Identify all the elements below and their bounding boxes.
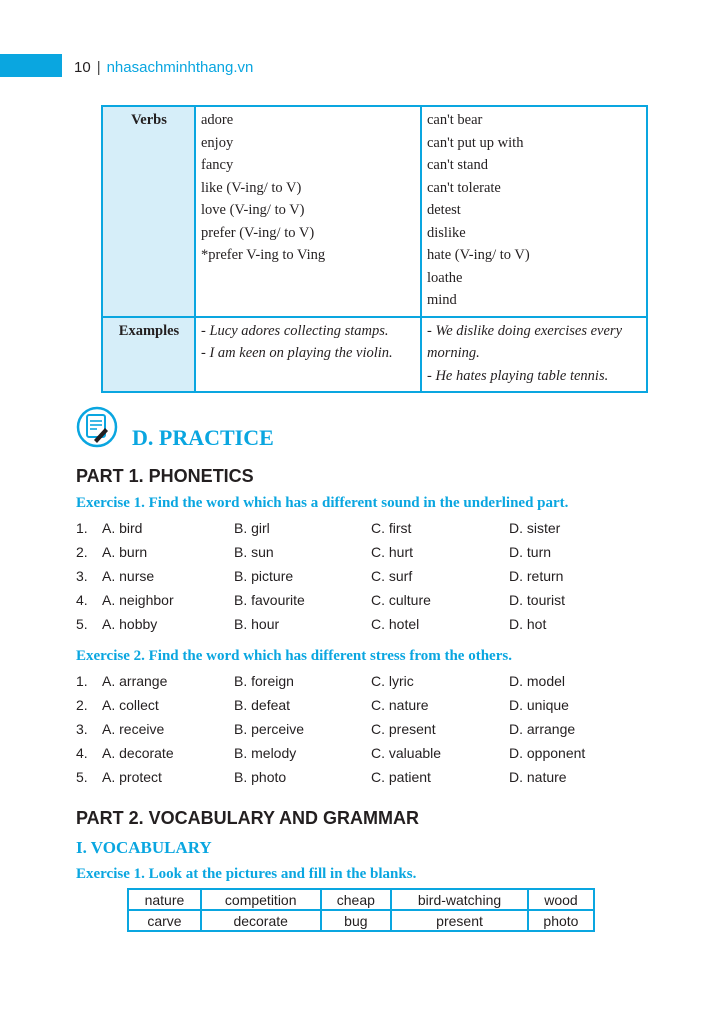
question-row [76, 745, 676, 769]
question-row [76, 673, 676, 697]
question-number: 3. [76, 721, 88, 737]
verbs-dislike-column [421, 106, 647, 317]
option-b[interactable]: B. sun [234, 544, 274, 560]
verb-item: can't tolerate [427, 179, 501, 196]
header-accent-bar [0, 54, 62, 77]
page-number: 10 [74, 59, 91, 76]
question-row [76, 520, 676, 544]
exercise1-list [76, 520, 676, 640]
word-cell: decorate [201, 910, 321, 931]
example-sentence: - Lucy adores collecting stamps. [201, 322, 389, 339]
verbs-row [102, 106, 647, 317]
header-separator: | [96, 59, 101, 76]
verb-item: enjoy [201, 134, 234, 151]
verb-item: can't put up with [427, 134, 524, 151]
word-cell: carve [128, 910, 201, 931]
word-box-row [128, 889, 594, 910]
grammar-table [101, 105, 648, 393]
option-c[interactable]: C. lyric [371, 673, 414, 689]
question-row [76, 721, 676, 745]
example-sentence: - We dislike doing exercises every morning. [427, 322, 622, 361]
vocab-exercise1-title: Exercise 1. Look at the pictures and fill in the blanks. [76, 866, 417, 882]
word-box-row [128, 910, 594, 931]
option-d[interactable]: D. nature [509, 769, 567, 785]
exercise1-title: Exercise 1. Find the word which has a different sound in the underlined part. [76, 495, 569, 511]
question-row [76, 544, 676, 568]
option-d[interactable]: D. unique [509, 697, 569, 713]
part1-heading: PART 1. PHONETICS [76, 466, 254, 486]
verb-item: like (V-ing/ to V) [201, 179, 302, 196]
option-a[interactable]: A. burn [102, 544, 148, 560]
option-c[interactable]: C. present [371, 721, 436, 737]
verb-item: mind [427, 292, 457, 308]
page-header [74, 59, 253, 76]
verb-item: prefer (V-ing/ to V) [201, 224, 315, 241]
question-number: 5. [76, 616, 88, 632]
question-number: 5. [76, 769, 88, 785]
option-a[interactable]: A. protect [102, 769, 162, 785]
option-c[interactable]: C. hurt [371, 544, 414, 560]
option-c[interactable]: C. surf [371, 568, 413, 584]
verb-item: *prefer V-ing to Ving [201, 247, 326, 263]
exercise2-title: Exercise 2. Find the word which has different stress from the others. [76, 648, 512, 664]
examples-dislike-column [421, 317, 647, 393]
question-number: 2. [76, 697, 88, 713]
option-a[interactable]: A. bird [102, 520, 143, 536]
word-cell: photo [528, 910, 594, 931]
option-b[interactable]: B. defeat [234, 697, 291, 713]
option-d[interactable]: D. turn [509, 544, 552, 560]
verb-item: fancy [201, 157, 234, 173]
option-a[interactable]: A. neighbor [102, 592, 174, 608]
option-b[interactable]: B. favourite [234, 592, 305, 608]
site-link[interactable]: nhasachminhthang.vn [106, 59, 254, 76]
word-cell: nature [128, 889, 201, 910]
option-c[interactable]: C. first [371, 520, 412, 536]
option-a[interactable]: A. hobby [102, 616, 158, 632]
option-a[interactable]: A. collect [102, 697, 159, 713]
question-row [76, 568, 676, 592]
word-cell: bug [321, 910, 392, 931]
question-number: 4. [76, 592, 88, 608]
word-cell: wood [528, 889, 594, 910]
option-b[interactable]: B. melody [234, 745, 297, 761]
question-row [76, 616, 676, 640]
verb-item: loathe [427, 269, 463, 286]
exercise2-list [76, 673, 676, 793]
verb-item: adore [201, 112, 234, 128]
question-row [76, 592, 676, 616]
word-box [127, 888, 595, 932]
vocabulary-heading: I. VOCABULARY [76, 838, 212, 857]
verbs-label: Verbs [102, 106, 195, 317]
option-b[interactable]: B. girl [234, 520, 270, 536]
option-b[interactable]: B. perceive [234, 721, 305, 737]
verb-item: dislike [427, 224, 466, 241]
option-c[interactable]: C. patient [371, 769, 431, 785]
verb-item: detest [427, 202, 461, 218]
verb-item: hate (V-ing/ to V) [427, 247, 530, 263]
examples-like-column [195, 317, 421, 393]
option-b[interactable]: B. picture [234, 568, 294, 584]
practice-heading: D. PRACTICE [132, 425, 274, 450]
option-a[interactable]: A. nurse [102, 568, 155, 584]
practice-notepad-icon [76, 406, 118, 448]
option-d[interactable]: D. sister [509, 520, 561, 536]
example-sentence: - He hates playing table tennis. [427, 367, 609, 384]
option-d[interactable]: D. tourist [509, 592, 566, 608]
option-c[interactable]: C. nature [371, 697, 429, 713]
option-b[interactable]: B. foreign [234, 673, 294, 689]
question-row [76, 769, 676, 793]
verbs-like-column [195, 106, 421, 317]
question-number: 2. [76, 544, 88, 560]
option-c[interactable]: C. hotel [371, 616, 420, 632]
word-cell: bird-watching [391, 889, 528, 910]
option-b[interactable]: B. hour [234, 616, 280, 632]
examples-label: Examples [102, 317, 195, 393]
examples-row [102, 317, 647, 393]
verb-item: can't stand [427, 157, 488, 173]
option-d[interactable]: D. model [509, 673, 566, 689]
part2-heading: PART 2. VOCABULARY AND GRAMMAR [76, 808, 420, 828]
option-c[interactable]: C. culture [371, 592, 431, 608]
verb-item: can't bear [427, 112, 483, 128]
option-d[interactable]: D. arrange [509, 721, 576, 737]
option-a[interactable]: A. decorate [102, 745, 174, 761]
question-number: 1. [76, 673, 88, 689]
option-c[interactable]: C. valuable [371, 745, 442, 761]
example-sentence: - I am keen on playing the violin. [201, 345, 393, 361]
question-row [76, 697, 676, 721]
word-cell: cheap [321, 889, 392, 910]
option-d[interactable]: D. return [509, 568, 564, 584]
option-a[interactable]: A. arrange [102, 673, 168, 689]
verb-item: love (V-ing/ to V) [201, 202, 305, 218]
question-number: 3. [76, 568, 88, 584]
word-cell: present [391, 910, 528, 931]
option-d[interactable]: D. hot [509, 616, 547, 632]
option-d[interactable]: D. opponent [509, 745, 586, 761]
question-number: 4. [76, 745, 88, 761]
question-number: 1. [76, 520, 88, 536]
option-a[interactable]: A. receive [102, 721, 165, 737]
word-cell: competition [201, 889, 321, 910]
option-b[interactable]: B. photo [234, 769, 287, 785]
